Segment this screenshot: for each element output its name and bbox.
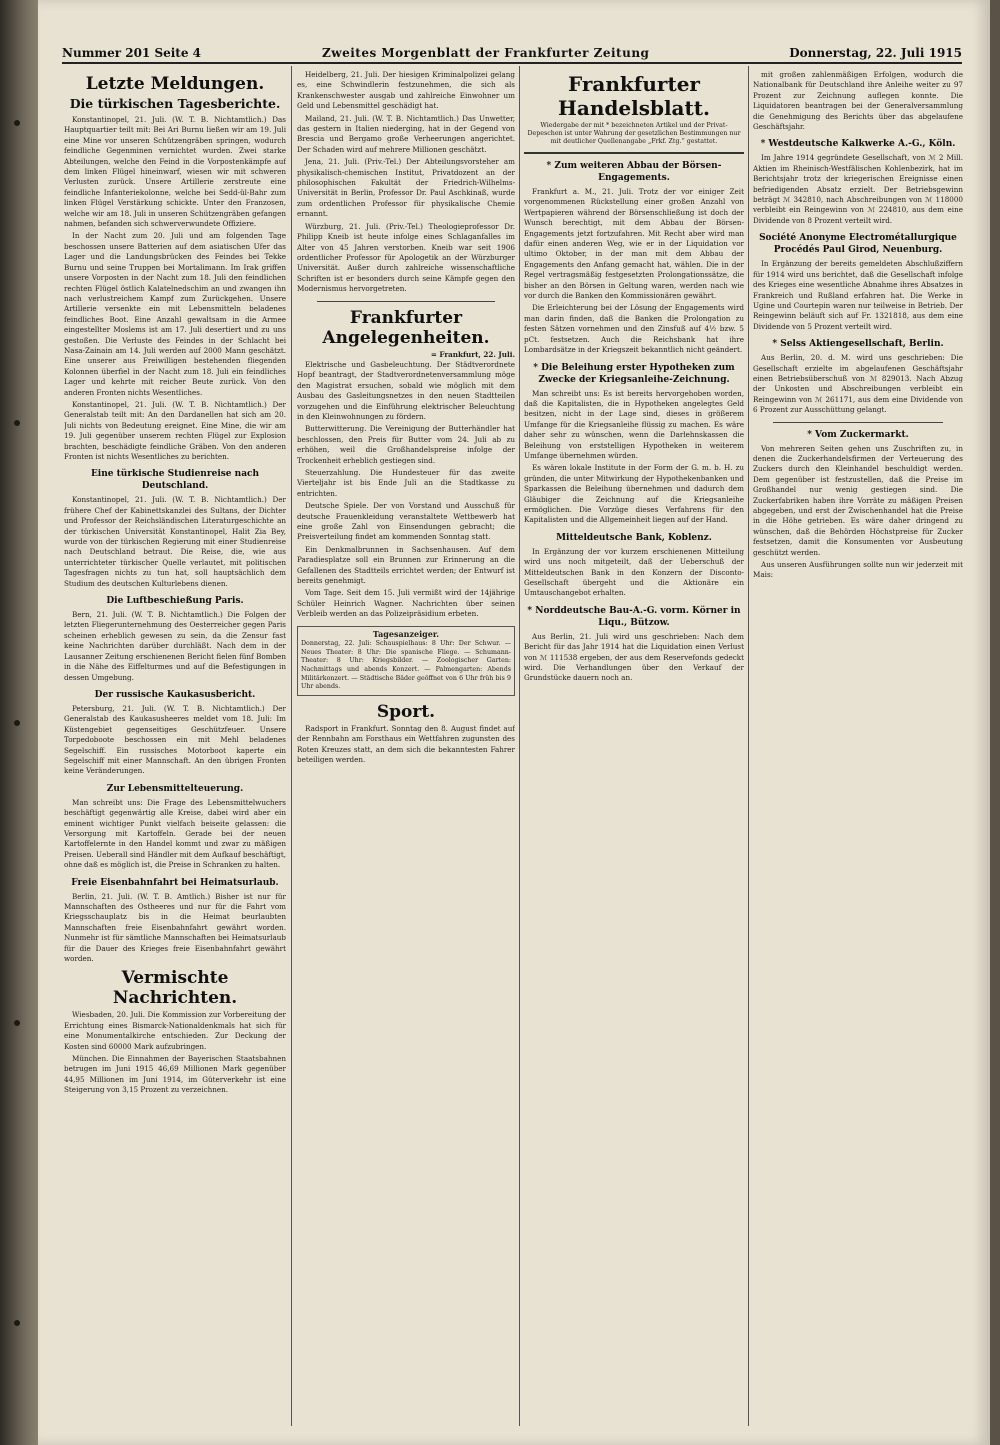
article-headline: Freie Eisenbahnfahrt bei Heimatsurlaub. [71,877,279,888]
binding-stitch [14,1020,20,1026]
binding-stitch [14,420,20,426]
article-paragraph: Konstantinopel, 21. Juli. (W. T. B. Nichtamtlich.) Das Hauptquartier teilt mit: Bei Ari Burnu ließen wir am 19. Juli eine Mine vor unseren Schützengräben springen, wodurch feindliche Gegenminen vernichtet wurden. Zwei starke Abteilungen, welche den Feind in die Vorpostenkämpfe auf dem linken Flügel hineinwarf, wiesen wir mit schweren Verlusten zurück. Unsere Artillerie zerstreute eine feindliche Infanteriekolonne, welche bei Sedd-ül-Bahr zum linken Flügel Verstärkung schickte. Unter den Franzosen, welche wir am 18. Juli in unseren Schützengräben gefangen nahmen, befanden sich schwerverwundete Offiziere. [64,115,286,229]
section-title: Frankfurter Handelsblatt. [558,72,710,120]
article-paragraph: Jena, 21. Juli. (Priv.-Tel.) Der Abteilungsvorsteher am physikalisch-chemischen Institut, Privatdozent an der philosophischen Fakultät der Friedrich-Wilhelms-Universität in Berlin, Professor Dr. Paul Aschkinaß, wurde zum ordentlichen Professor für physikalische Chemie ernannt. [297,157,515,219]
article-paragraph: Deutsche Spiele. Der von Vorstand und Ausschuß für deutsche Frauenkleidung veranstaltete Wettbewerb hat eine große Zahl von Einsendungen gebracht; die Preisverteilung findet am kommenden Sonntag statt. [297,501,515,542]
copyright-notice: Wiedergabe der mit * bezeichneten Artikel und der Privat-Depeschen ist unter Wahrung der gesetzlichen Bestimmungen nur mit deutlicher Quellenangabe „Frkf. Ztg.“ gestattet. [527,122,741,145]
article-paragraph: Vom Tage. Seit dem 15. Juli vermißt wird der 14jährige Schüler Heinrich Wagner. Nachrichten über seinen Verbleib werden an das Polizeipräsidium erbeten. [297,588,515,619]
issue-date: Donnerstag, 22. Juli 1915 [789,46,962,60]
article-headline: * Westdeutsche Kalkwerke A.-G., Köln. [760,139,956,150]
book-binding [0,0,38,1445]
column-divider [291,66,292,1426]
binding-stitch [14,120,20,126]
article-headline: Zur Lebensmittelteuerung. [106,783,244,794]
article-paragraph: Würzburg, 21. Juli. (Priv.-Tel.) Theologieprofessor Dr. Philipp Kneib ist heute infolge eines Schlaganfalles im Alter von 45 Jahren verstorben. Kneib war seit 1906 ordentlicher Professor für Apologetik an der Würzburger Universität. Außer durch zahlreiche wissenschaftliche Schriften ist er besonders durch seine Kämpfe gegen den Modernismus hervorgetreten. [297,221,515,294]
article-paragraph: Aus Berlin, 20. d. M. wird uns geschrieben: Die Gesellschaft erzielte im abgelaufenen Geschäftsjahr einen Betriebsüberschuß von ℳ 829013. Nach Abzug der Unkosten und Abschreibungen verbleibt ein Reingewinn von ℳ 261171, aus dem eine Dividende von 6 Prozent zur Ausschüttung gelangt. [753,353,963,415]
article-headline: * Zum weiteren Abbau der Börsen-Engagements. [546,161,722,183]
article-paragraph: Im Jahre 1914 gegründete Gesellschaft, von ℳ 2 Mill. Aktien im Rheinisch-Westfälischen Kohlenbezirk, hat im Berichtsjahr trotz der kriegerischen Ereignisse einen befriedigenden Absatz erzielt. Der Betriebsgewinn beträgt ℳ 342810, nach Abschreibungen von ℳ 118000 verbleibt ein Reingewinn von ℳ 224810, aus dem eine Dividende von 8 Prozent verteilt wird. [753,153,963,225]
article-paragraph: Aus Berlin, 21. Juli wird uns geschrieben: Nach dem Bericht für das Jahr 1914 hat die Liquidation einen Verlust von ℳ 111538 ergeben, der aus dem Reservefonds gedeckt wird. Die Verhandlungen über den Verkauf der Grundstücke dauern noch an. [524,631,744,683]
article-paragraph: Wiesbaden, 20. Juli. Die Kommission zur Vorbereitung der Errichtung eines Bismarck-Nationaldenkmals hat sich für eine Monumentalkirche entschieden. Zur Deckung der Kosten sind 60000 Mark aufzubringen. [64,1010,286,1051]
article-headline: Mitteldeutsche Bank, Koblenz. [556,532,712,543]
box-text: Donnerstag, 22. Juli: Schauspielhaus: 8 Uhr: Der Schwur. — Neues Theater: 8 Uhr: Die spanische Fliege. — Schumann-Theater: 8 Uhr: Kriegsbilder. — Zoologischer Garten: Nachmittags und abends Konzert. — Palmengarten: Abends Militärkonzert. — Städtische Bäder geöffnet von 6 Uhr früh bis 9 Uhr abends. [301,640,511,691]
newspaper-title: Zweites Morgenblatt der Frankfurter Zeitung [322,46,650,60]
section-divider [773,422,943,423]
section-divider [524,152,744,154]
article-paragraph: Berlin, 21. Juli. (W. T. B. Amtlich.) Bisher ist nur für Mannschaften des Ostheeres und nur für die Fahrt vom Kriegsschauplatz bis in die Heimat beurlaubten Mannschaften freie Eisenbahnfahrt gewährt worden. Nunmehr ist für sämtliche Mannschaften bei Heimatsurlaub für die Dauer des Krieges freie Eisenbahnfahrt gewährt worden. [64,891,286,964]
daily-listings-box [297,626,515,696]
column-divider [519,66,520,1426]
article-paragraph: Man schreibt uns: Die Frage des Lebensmittelwuchers beschäftigt gegenwärtig alle Kreise, dabei wird aber ein eminent wichtiger Punkt vielfach beiseite gelassen: die Versorgung mit Kartoffeln. Gerade bei der neuen Kartoffelernte in den Handel kommt und zwar zu mäßigen Preisen. Ueberall sind Händler mit dem Aufkauf beschäftigt, ohne daß es möglich ist, die Preise in Schranken zu halten. [64,797,286,870]
article-headline: Der russische Kaukasusbericht. [94,689,256,700]
article-headline: Eine türkische Studienreise nach Deutschland. [90,469,260,492]
article-paragraph: Ein Denkmalbrunnen in Sachsenhausen. Auf dem Paradiesplatze soll ein Brunnen zur Erinnerung an die Gefallenen des Stadtteils errichtet werden; der Entwurf ist bereits genehmigt. [297,544,515,586]
page-header [62,44,962,64]
column-commerce [524,70,744,1420]
section-title: Vermischte Nachrichten. [112,968,238,1009]
section-title: Letzte Meldungen. [85,74,265,94]
article-paragraph: Aus unseren Ausführungen sollte nun wir jederzeit mit Mais: [753,560,963,580]
article-paragraph: Man schreibt uns: Es ist bereits hervorgehoben worden, daß die Kapitalisten, die in Hypotheken angelegtes Geld besitzen, nicht in der Lage sind, dieses in größerem Umfange für die Kriegsanleihe flüssig zu machen. Es wäre daher sehr zu wünschen, wenn die Darlehnskassen die Beleihung von erststelligen Hypotheken in weiterem Umfange übernehmen würden. [524,388,744,460]
article-headline: * Die Beleihung erster Hypotheken zum Zwecke der Kriegsanleihe-Zeichnung. [533,362,735,385]
article-paragraph: Von mehreren Seiten gehen uns Zuschriften zu, in denen die Zuckerhandelsfirmen der Verteuerung des Zuckers durch den Kleinhandel beschuldigt werden. Dem gegenüber ist festzustellen, daß die Preise im Großhandel nur wenig gestiegen sind. Die Zuckerfabriken haben ihre Vorräte zu mäßigen Preisen abgegeben, und erst der Zwischenhandel hat die Preise in die Höhe getrieben. Es wäre daher dringend zu wünschen, daß die Behörden Höchstpreise für Zucker festsetzen, damit die Konsumenten vor Ausbeutung geschützt werden. [753,443,963,557]
article-paragraph: Elektrische und Gasbeleuchtung. Der Städtverordnete Hopf beantragt, der Stadtverordnetenversammlung möge den Magistrat ersuchen, sobald wie möglich mit dem Ausbau des Gasleitungsnetzes in den neuen Stadtteilen vorzugehen und die Einführung elektrischer Beleuchtung in den Kleinwohnungen zu fördern. [297,359,515,421]
dateline: = Frankfurt, 22. Juli. [430,349,515,359]
article-headline: Société Anonyme Electrométallurgique Procédés Paul Girod, Neuenburg. [759,233,957,256]
box-title: Tagesanzeiger. [372,628,440,639]
article-headline: * Norddeutsche Bau-A.-G. vorm. Körner in Liqu., Bützow. [527,605,741,628]
column-divider [748,66,749,1426]
article-paragraph: In Ergänzung der bereits gemeldeten Abschlußziffern für 1914 wird uns berichtet, daß die Gesellschaft infolge des Krieges eine wesentliche Abnahme ihres Absatzes in Frankreich und Rußland erfahren hat. Die Werke in Ugine und Courtepin waren nur teilweise in Betrieb. Der Reingewinn beläuft sich auf Fr. 1321818, aus dem eine Dividende von 5 Prozent verteilt wird. [753,259,963,331]
column-commerce-continued [753,70,963,1420]
issue-number: Nummer 201 Seite 4 [62,46,202,60]
binding-stitch [14,1320,20,1326]
column-latest-news [64,70,286,1420]
article-paragraph: Konstantinopel, 21. Juli. (W. T. B. Nichtamtlich.) Der Generalstab teilt mit: An den Dardanellen hat sich am 20. Juli nichts von Bedeutung ereignet. Eine Mine, die wir am 19. Juli gegenüber unserem rechten Flügel zur Explosion brachten, beschädigte feindliche Gräben. Von den anderen Fronten ist nichts Wesentliches zu berichten. [64,399,286,461]
article-paragraph: Mailand, 21. Juli. (W. T. B. Nichtamtlich.) Das Unwetter, das gestern in Italien niederging, hat in der Gegend von Brescia und Bergamo große Verheerungen angerichtet. Der Schaden wird auf mehrere Millionen geschätzt. [297,113,515,154]
article-paragraph: mit großen zahlenmäßigen Erfolgen, wodurch die Nationalbank für Deutschland ihre Anleihe weiter zu 97 Prozent zur Zeichnung auflegen konnte. Die Liquidatoren beantragen bei der Generalversammlung die Genehmigung des Berichts über das abgelaufene Geschäftsjahr. [753,70,963,132]
binding-stitch [14,720,20,726]
article-paragraph: Petersburg, 21. Juli. (W. T. B. Nichtamtlich.) Der Generalstab des Kaukasusheeres meldet vom 18. Juli: Im Küstengebiet gegenseitiges Geschützfeuer. Unsere Torpedoboote beschossen ein mit Mehl beladenes Segelschiff. Ein russisches Motorboot kaperte ein Segelschiff mit einer Mannschaft. An den übrigen Fronten keine Veränderungen. [64,703,286,776]
article-headline: Die türkischen Tagesberichte. [69,96,281,111]
article-headline: * Selss Aktiengesellschaft, Berlin. [772,339,944,350]
article-paragraph: München. Die Einnahmen der Bayerischen Staatsbahnen betrugen im Juni 1915 46,69 Millionen Mark gegenüber 44,95 Millionen im Juni 1914, im Güterverkehr ist eine Steigerung von 3,15 Prozent zu verzeichnen. [64,1054,286,1095]
article-paragraph: Konstantinopel, 21. Juli. (W. T. B. Nichtamtlich.) Der frühere Chef der Kabinettskanzlei des Sultans, der Dichter und Professor der Reichsländischen Literaturgeschichte an der türkischen Universität Konstantinopel, Halit Zia Bey, wurde von der türkischen Regierung mit einer Studienreise nach Deutschland betraut. Die Reise, die, wie aus unterrichteter türkischer Quelle verlautet, mit politischen Tagesfragen nichts zu tun hat, soll hauptsächlich dem Studium des deutschen Kulturlebens dienen. [64,495,286,588]
section-divider [317,301,495,302]
article-paragraph: In Ergänzung der vor kurzem erschienenen Mitteilung wird uns noch mitgeteilt, daß der Ueberschuß der Mitteldeutschen Bank in den Konzern der Disconto-Gesellschaft übergeht und die Aktionäre ein Umtauschangebot erhalten. [524,546,744,598]
article-headline: Die Luftbeschießung Paris. [106,596,244,607]
article-headline: * Vom Zuckermarkt. [807,429,909,440]
column-local-news [297,70,515,1420]
article-paragraph: Die Erleichterung bei der Lösung der Engagements wird man darin finden, daß die Banken die Prolongation zu festen Sätzen vornehmen und den Zinsfuß auf 4½ bzw. 5 pCt. festsetzen. Auch die Reichsbank hat ihre Lombardsätze in der Kriegszeit bekanntlich nicht geändert. [524,303,744,355]
section-title: Frankfurter Angelegenheiten. [322,307,490,348]
article-paragraph: Frankfurt a. M., 21. Juli. Trotz der vor einiger Zeit vorgenommenen Rückstellung einer großen Anzahl von Wertpapieren während der Börsenschließung ist doch der Wunsch berechtigt, mit dem Abbau der Börsen-Engagements jetzt fortzufahren. Mit Recht aber wird man dafür einen anderen Weg, wie er in der Liquidation vor ultimo Oktober, in der man mit dem Abbau der Engagements den Anfang gemacht hat, wählen. Die in der Regel vertragsmäßig festgesetzten Prolongationssätze, die bisher an den Börsen in Geltung waren, werden nach wie vor durch die Banken den Kommissionären gewährt. [524,187,744,301]
article-paragraph: Es wären lokale Institute in der Form der G. m. b. H. zu gründen, die unter Mitwirkung der Hypothekenbanken und Sparkassen die Beleihung übernehmen und dadurch dem Gläubiger die Zeichnung auf die Kriegsanleihe ermöglichen. Die Vorzüge dieses Verfahrens für den Kapitalisten und die Allgemeinheit liegen auf der Hand. [524,463,744,525]
article-paragraph: Steuerzahlung. Die Hundesteuer für das zweite Vierteljahr ist bis Ende Juli an die Stadtkasse zu entrichten. [297,468,515,498]
article-paragraph: Butterwitterung. Die Vereinigung der Butterhändler hat beschlossen, den Preis für Butter vom 24. Juli ab zu erhöhen, weil die Großhandelspreise infolge der Trockenheit erheblich gestiegen sind. [297,424,515,465]
section-title: Sport. [376,701,436,722]
article-paragraph: Heidelberg, 21. Juli. Der hiesigen Kriminalpolizei gelang es, eine Schwindlerin festzunehmen, die sich als Krankenschwester ausgab und zahlreiche Einwohner um Geld und Lebensmittel geschädigt hat. [297,70,515,111]
article-paragraph: Radsport in Frankfurt. Sonntag den 8. August findet auf der Rennbahn am Forsthaus ein Wettfahren zugunsten des Roten Kreuzes statt, an dem sich die bekanntesten Fahrer beteiligen werden. [297,723,515,765]
article-paragraph: In der Nacht zum 20. Juli und am folgenden Tage beschossen unsere Batterien auf dem asiatischen Ufer das Lager und die Landungsbrücken des Feindes bei Tekke Burnu und seine Truppen bei Mortalimann. Im Irak griffen unsere Vorposten in der Nacht zum 18. Juli den feindlichen rechten Flügel östlich Kalatelnedschim an und zwangen ihn nach verlustreichem Kampf zum Zurückgehen. Unsere Artillerie versenkte ein mit Lebensmitteln beladenes feindliches Boot. Eine Anzahl gewaltsam in die Armee eingestellter Moslems ist am 17. Juli desertiert und zu uns gestoßen. Die Verluste des Feindes in der Schlacht bei Nasa-Zainain am 14. Juli werden auf 2000 Mann geschätzt. Eine unserer aus Freiwilligen bestehenden fliegenden Kolonnen überfiel in der Nacht zum 18. Juli ein feindliches Lager und kehrte mit reicher Beute zurück. Von den anderen Fronten nichts Wesentliches. [64,231,286,397]
article-paragraph: Bern, 21. Juli. (W. T. B. Nichtamtlich.) Die Folgen der letzten Fliegerunternehmung des Oesterreicher gegen Paris scheinen erheblich gewesen zu sein, da die Zensur fast keine Nachrichten darüber durchläßt. Nach dem in der Lausanner Zeitung erschienenen Bericht fielen fünf Bomben in die Nähe des Eiffelturmes und auf die Befestigungen in dessen Umgebung. [64,610,286,682]
